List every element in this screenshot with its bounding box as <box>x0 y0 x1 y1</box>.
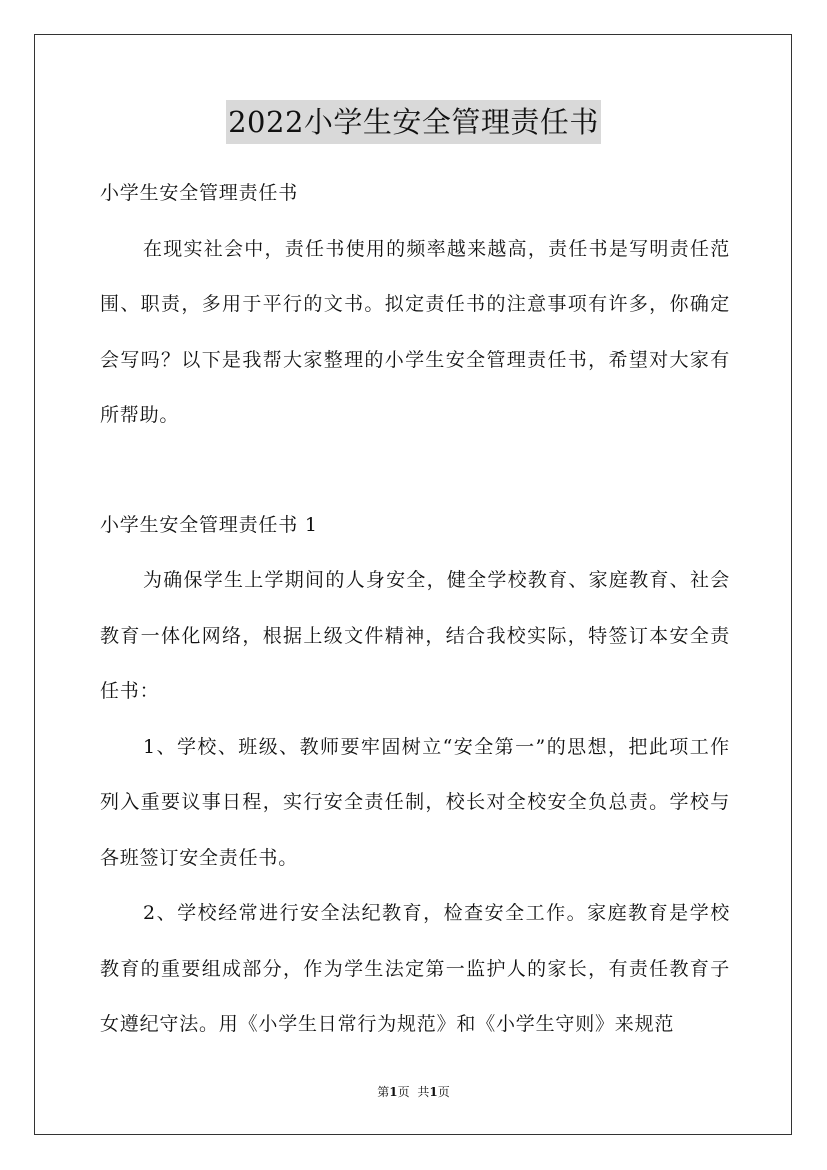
footer-total-prefix: 共 <box>417 1085 430 1099</box>
footer-total-number: 1 <box>429 1085 438 1099</box>
footer-page-suffix: 页 <box>397 1085 410 1099</box>
intro-paragraph: 在现实社会中，责任书使用的频率越来越高，责任书是写明责任范围、职责，多用于平行的文书。拟定责任书的注意事项有许多，你确定会写吗？以下是我帮大家整理的小学生安全管理责任书，希望对大家有所帮助。 <box>100 237 730 426</box>
section1-heading: 小学生安全管理责任书 1 <box>100 513 318 536</box>
document-title: 2022小学生安全管理责任书 <box>226 100 601 144</box>
intro-heading: 小学生安全管理责任书 <box>100 182 299 204</box>
title-wrap <box>0 100 827 144</box>
page-footer <box>0 1082 827 1102</box>
paragraph-1: 为确保学生上学期间的人身安全，健全学校教育、家庭教育、社会教育一体化网络，根据上级文件精神，结合我校实际，特签订本安全责任书： <box>100 569 730 702</box>
paragraph-3: 2、学校经常进行安全法纪教育，检查安全工作。家庭教育是学校教育的重要组成部分，作为学生法定第一监护人的家长，有责任教育子女遵纪守法。用《小学生日常行为规范》和《小学生守则》来规范 <box>100 902 730 1035</box>
footer-total-suffix: 页 <box>437 1085 450 1099</box>
paragraph-2: 1、学校、班级、教师要牢固树立“安全第一”的思想，把此项工作列入重要议事日程，实行安全责任制，校长对全校安全负总责。学校与各班签订安全责任书。 <box>100 735 730 869</box>
footer-page-number: 1 <box>389 1085 398 1099</box>
document-body <box>100 166 730 1053</box>
footer-page-prefix: 第 <box>377 1085 390 1099</box>
paragraph-gap <box>100 444 730 498</box>
